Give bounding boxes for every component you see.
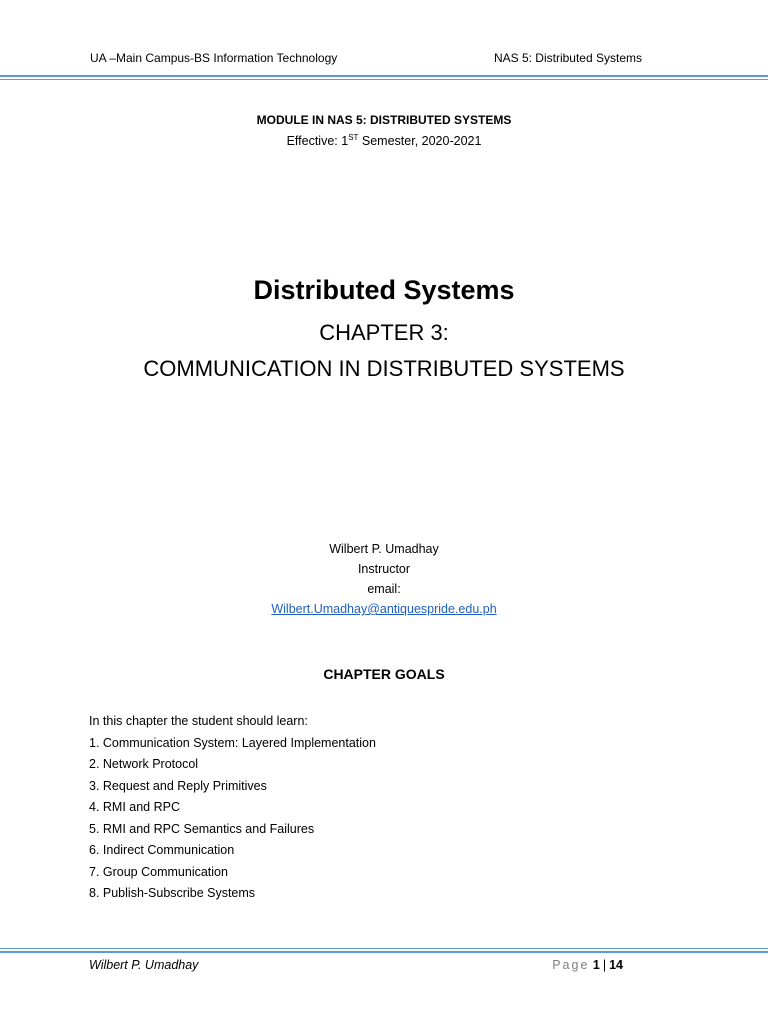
email-link-wrapper xyxy=(0,602,768,616)
author-role: Instructor xyxy=(357,562,411,576)
effective-line xyxy=(0,134,768,148)
goal-item: 3. Request and Reply Primitives xyxy=(89,778,267,793)
page-current: 1 xyxy=(592,958,600,972)
chapter-goals-list xyxy=(89,711,376,905)
author-name: Wilbert P. Umadhay xyxy=(329,542,439,556)
email-link[interactable]: Wilbert.Umadhay@antiquespride.edu.ph xyxy=(271,602,497,616)
module-title: MODULE IN NAS 5: DISTRIBUTED SYSTEMS xyxy=(256,113,512,127)
email-label: email: xyxy=(367,582,401,596)
page-number xyxy=(552,958,623,972)
page-word: Page xyxy=(552,958,590,972)
goal-item: 6. Indirect Communication xyxy=(89,843,235,857)
header-rule-thick xyxy=(0,75,768,77)
goal-item: 4. RMI and RPC xyxy=(89,800,181,814)
chapter-goals-heading: CHAPTER GOALS xyxy=(323,666,445,682)
footer-author: Wilbert P. Umadhay xyxy=(89,958,199,972)
header-institution: UA –Main Campus-BS Information Technology xyxy=(90,51,338,65)
page-header xyxy=(90,51,642,69)
effective-suffix: Semester, 2020-2021 xyxy=(358,134,482,148)
chapter-number: CHAPTER 3: xyxy=(319,320,449,345)
goal-item: 1. Communication System: Layered Implementation xyxy=(89,735,376,750)
footer-rule-thick xyxy=(0,951,768,953)
goal-item: 5. RMI and RPC Semantics and Failures xyxy=(89,821,315,836)
page-total: 14 xyxy=(609,958,623,972)
goals-intro: In this chapter the student should learn: xyxy=(89,714,308,728)
goal-item: 8. Publish-Subscribe Systems xyxy=(89,886,256,900)
header-rule-thin xyxy=(0,79,768,80)
goal-item: 7. Group Communication xyxy=(89,864,228,879)
footer-rule-thin xyxy=(0,948,768,949)
goal-item: 2. Network Protocol xyxy=(89,757,199,771)
header-course: NAS 5: Distributed Systems xyxy=(493,51,642,65)
page-separator: | xyxy=(602,958,607,972)
document-title: Distributed Systems xyxy=(253,275,515,305)
effective-prefix: Effective: 1 xyxy=(286,134,349,148)
chapter-name: COMMUNICATION IN DISTRIBUTED SYSTEMS xyxy=(143,356,625,381)
effective-superscript: ST xyxy=(348,132,359,142)
